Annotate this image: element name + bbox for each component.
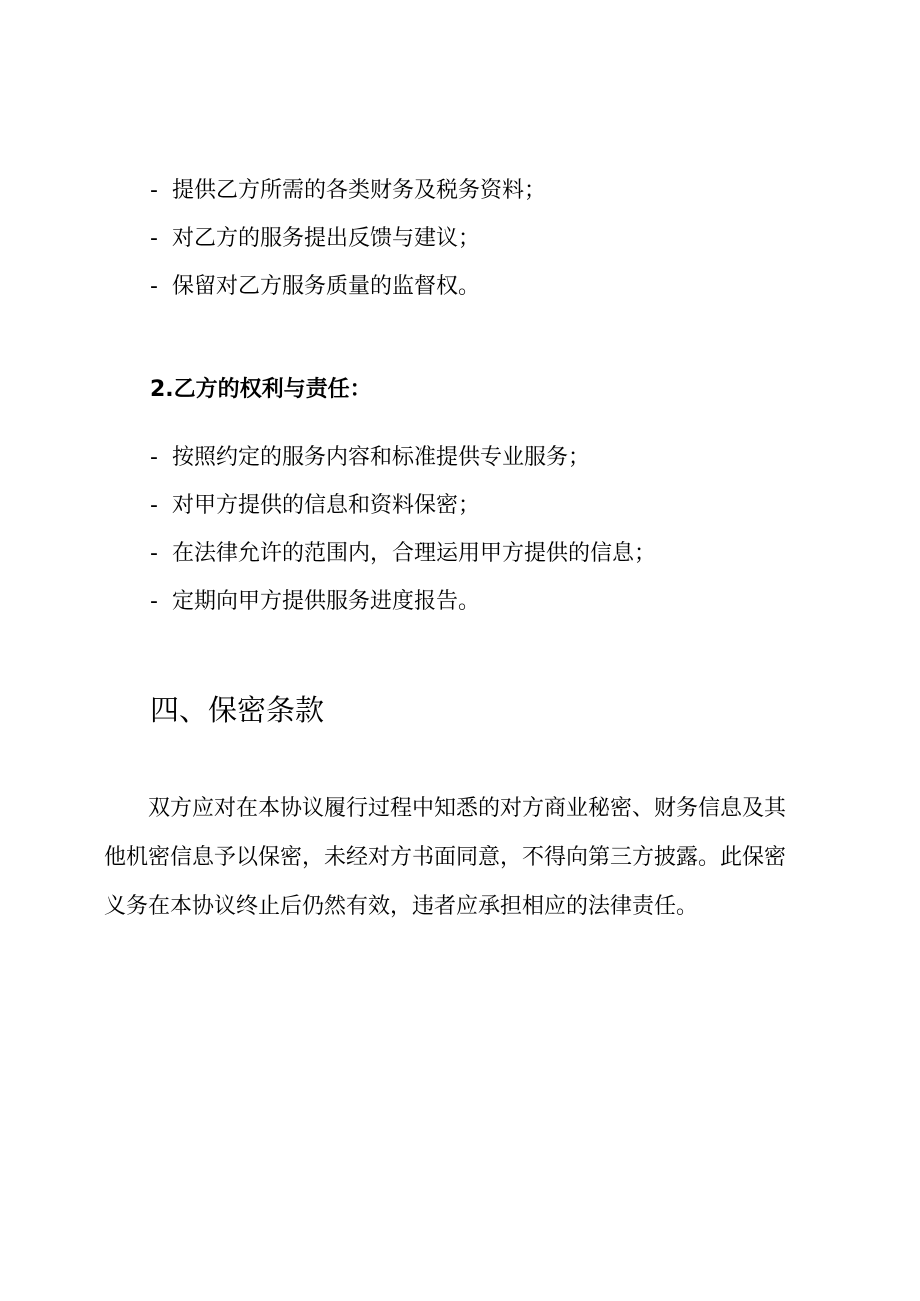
dash-marker: - xyxy=(150,493,158,518)
party-b-heading: 2.乙方的权利与责任： xyxy=(150,377,372,402)
dash-marker: - xyxy=(150,226,158,251)
confidentiality-paragraph: 双方应对在本协议履行过程中知悉的对方商业秘密、财务信息及其他机密信息予以保密，未经对方书面同意，不得向第三方披露。此保密义务在本协议终止后仍然有效，违者应承担相应的法律责任。 xyxy=(104,796,787,919)
list-item-text: 对甲方提供的信息和资料保密； xyxy=(172,493,481,518)
list-item-text: 保留对乙方服务质量的监督权。 xyxy=(172,274,481,299)
dash-marker: - xyxy=(150,274,158,299)
dash-marker: - xyxy=(150,445,158,470)
list-item-text: 提供乙方所需的各类财务及税务资料； xyxy=(172,178,547,203)
list-item xyxy=(150,167,546,215)
list-item-text: 定期向甲方提供服务进度报告。 xyxy=(172,589,481,614)
party-a-duties-list xyxy=(150,167,546,311)
dash-marker: - xyxy=(150,589,158,614)
list-item xyxy=(150,263,546,311)
list-item xyxy=(150,482,656,530)
list-item-text: 对乙方的服务提出反馈与建议； xyxy=(172,226,481,251)
list-item xyxy=(150,578,656,626)
list-item xyxy=(150,434,656,482)
list-item-text: 在法律允许的范围内，合理运用甲方提供的信息； xyxy=(172,541,657,566)
list-item xyxy=(150,530,656,578)
list-item-text: 按照约定的服务内容和标准提供专业服务； xyxy=(172,445,591,470)
list-item xyxy=(150,215,546,263)
section-four-title: 四、保密条款 xyxy=(150,693,325,727)
party-b-duties-list xyxy=(150,434,656,626)
dash-marker: - xyxy=(150,541,158,566)
dash-marker: - xyxy=(150,178,158,203)
